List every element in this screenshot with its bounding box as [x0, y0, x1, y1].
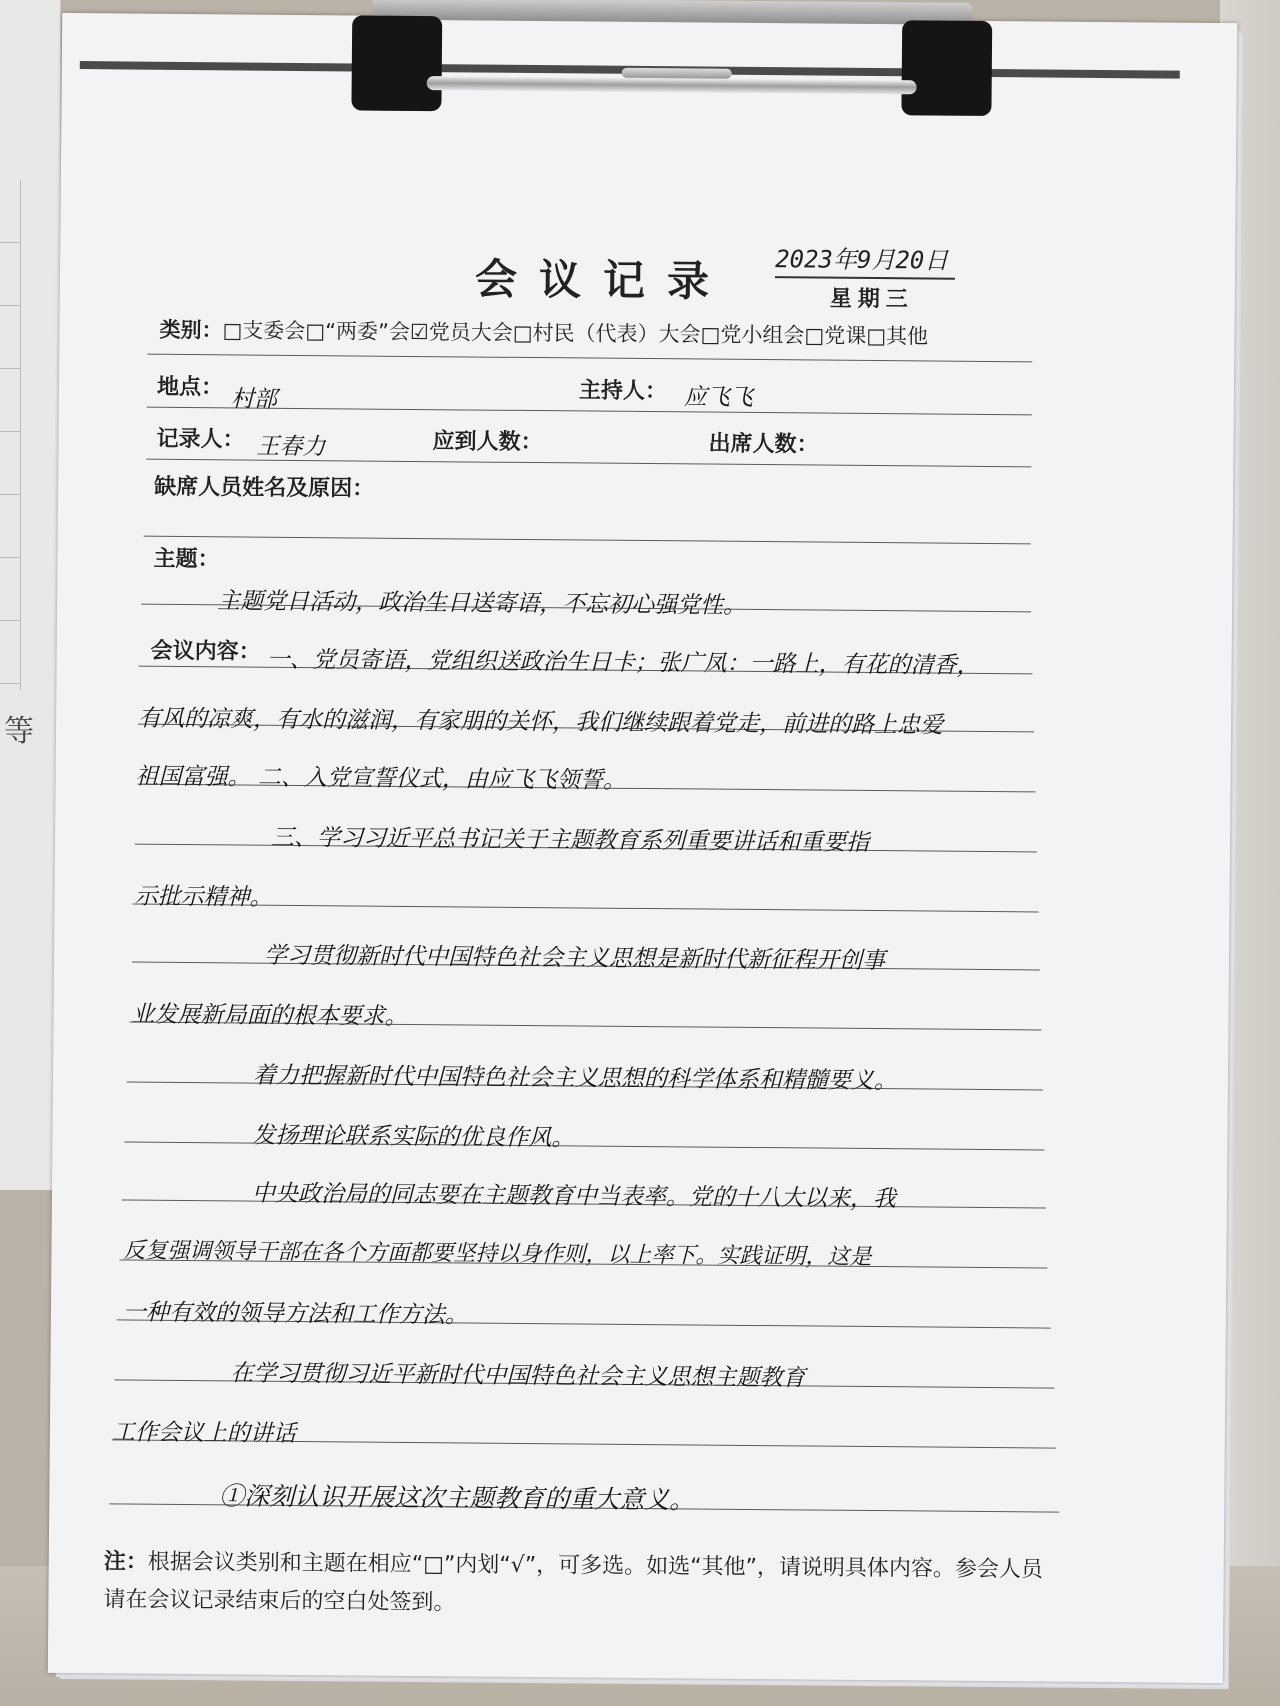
category-label: 类别： — [159, 317, 223, 343]
content-line: 祖国富强。 二、入党宣誓仪式，由应飞飞领誓。 — [135, 763, 627, 794]
content-line: 业发展新局面的根本要求。 — [131, 1001, 408, 1030]
content-line: 着力把握新时代中国特色社会主义思想的科学体系和精髓要义。 — [252, 1062, 898, 1095]
record-weekday: 星期三 — [829, 286, 914, 313]
background-grid — [0, 180, 21, 690]
meeting-record-sheet — [48, 13, 1237, 1683]
topic-label: 主题： — [153, 546, 220, 573]
topic-value: 主题党日活动，政治生日送寄语，不忘初心强党性。 — [217, 588, 747, 619]
content-line: 示批示精神。 — [134, 883, 273, 911]
host-value: 应飞飞 — [683, 384, 754, 411]
absent-label: 缺席人员姓名及原因： — [154, 474, 375, 502]
location-label: 地点： — [156, 374, 224, 401]
recorder-label: 记录人： — [156, 426, 245, 453]
recorder-value: 王春力 — [256, 433, 326, 461]
content-line: ①深刻认识开展这次主题教育的重大意义。 — [219, 1481, 695, 1515]
expected-count-label: 应到人数： — [432, 429, 543, 456]
content-line: 工作会议上的讲话 — [111, 1419, 296, 1447]
content-line: 学习贯彻新时代中国特色社会主义思想是新时代新征程开创事 — [263, 942, 886, 975]
background-side-char: 等 — [4, 714, 34, 749]
content-line: 反复强调领导干部在各个方面都要坚持以身作则，以上率下。实践证明，这是 — [123, 1238, 872, 1271]
footer-note-label: 注： — [103, 1549, 148, 1575]
category-row — [159, 314, 928, 351]
content-line: 一、党员寄语，党组织送政治生日卡；张广凤：一路上，有花的清香， — [266, 646, 980, 679]
content-line: 中央政治局的同志要在主题教育中当表率。党的十八大以来，我 — [251, 1180, 897, 1213]
location-value: 村部 — [230, 386, 278, 413]
content-line: 发扬理论联系实际的优良作风。 — [252, 1122, 575, 1152]
content-line: 三、学习习近平总书记关于主题教育系列重要讲话和重要指 — [270, 824, 870, 856]
footer-note-text: 根据会议类别和主题在相应“□”内划“√”，可多选。如选“其他”，请说明具体内容。参会人员请在会议记录结束后的空白处签到。 — [103, 1549, 1044, 1616]
category-options: □支委会□“两委”会☑党员大会□村民（代表）大会□党小组会□党课□其他 — [222, 318, 929, 349]
content-line: 一种有效的领导方法和工作方法。 — [122, 1299, 469, 1329]
record-date: 2023年9月20日 — [775, 239, 955, 280]
content-label: 会议内容： — [150, 638, 261, 665]
content-line: 有风的凉爽，有水的滋润，有家朋的关怀，我们继续跟着党走，前进的路上忠爱 — [137, 705, 944, 739]
host-label: 主持人： — [578, 378, 668, 405]
footer-note — [103, 1543, 1044, 1627]
page-title: 会议记录 — [474, 254, 732, 306]
background-sheet — [0, 0, 61, 1190]
content-line: 在学习贯彻习近平新时代中国特色社会主义思想主题教育 — [230, 1360, 806, 1392]
attended-count-label: 出席人数： — [708, 431, 819, 458]
